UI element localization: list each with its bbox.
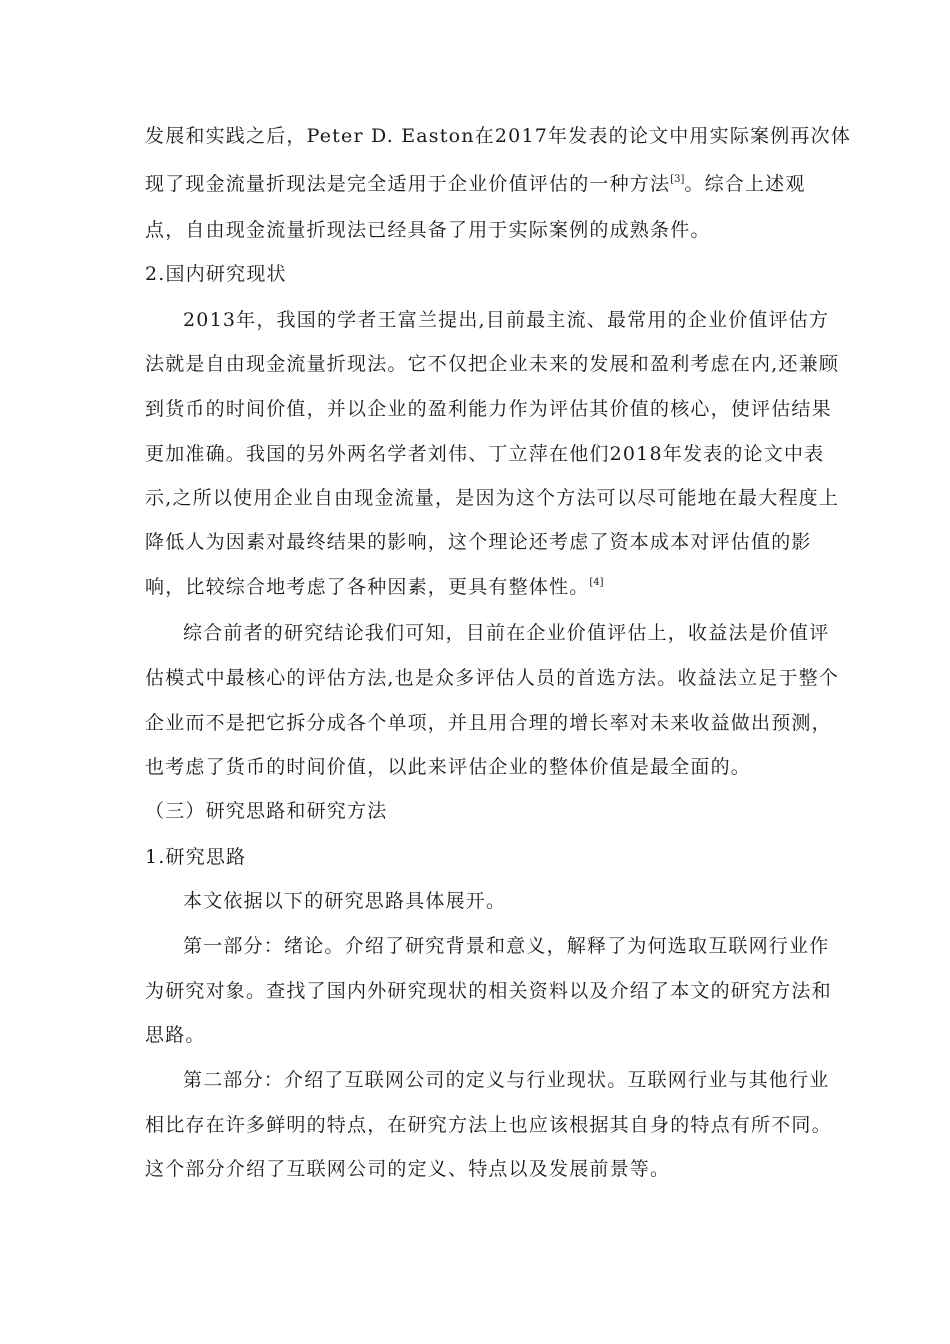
line-text: 第二部分：介绍了互联网公司的定义与行业现状。互联网行业与其他行业 — [183, 1069, 830, 1091]
text-line — [145, 666, 839, 690]
line-text: 相比存在许多鲜明的特点，在研究方法上也应该根据其自身的特点有所不同。 — [145, 1114, 832, 1136]
line-text: 也考虑了货币的时间价值，以此来评估企业的整体价值是最全面的。 — [145, 756, 752, 778]
citation-superscript: [3] — [670, 174, 685, 185]
text-line — [145, 442, 824, 466]
line-text: 这个部分介绍了互联网公司的定义、特点以及发展前景等。 — [145, 1158, 671, 1180]
text-line — [145, 530, 812, 554]
line-text: 法就是自由现金流量折现法。它不仅把企业未来的发展和盈利考虑在内,还兼顾 — [145, 353, 840, 375]
line-text: 降低人为因素对最终结果的影响，这个理论还考虑了资本成本对评估值的影 — [145, 531, 812, 553]
line-text-tail: 。综合上述观 — [684, 173, 806, 195]
text-line — [183, 1068, 829, 1092]
text-line — [183, 889, 506, 913]
text-line — [145, 218, 711, 242]
text-line — [145, 799, 387, 823]
line-text: 2013年，我国的学者王富兰提出,目前最主流、最常用的企业价值评估方 — [183, 309, 830, 331]
line-text: 2.国内研究现状 — [145, 263, 287, 285]
line-text: 综合前者的研究结论我们可知，目前在企业价值评估上，收益法是价值评 — [183, 622, 830, 644]
line-text: （三）研究思路和研究方法 — [145, 800, 388, 822]
text-line — [145, 1157, 670, 1181]
citation-superscript: [4] — [589, 577, 604, 588]
text-line — [145, 755, 751, 779]
text-line — [145, 575, 604, 599]
line-text: 点，自由现金流量折现法已经具备了用于实际案例的成熟条件。 — [145, 219, 711, 241]
text-line — [145, 124, 851, 148]
text-line — [145, 486, 839, 510]
line-text: 为研究对象。查找了国内外研究现状的相关资料以及介绍了本文的研究方法和 — [145, 980, 832, 1002]
line-text: 估模式中最核心的评估方法,也是众多评估人员的首选方法。收益法立足于整个 — [145, 667, 840, 689]
text-line — [145, 1023, 206, 1047]
line-text: 更加准确。我国的另外两名学者刘伟、丁立萍在他们2018年发表的论文中表 — [145, 443, 825, 465]
line-text: 1.研究思路 — [145, 846, 247, 868]
text-line — [145, 979, 832, 1003]
text-line — [145, 262, 287, 286]
line-text: 企业而不是把它拆分成各个单项，并且用合理的增长率对未来收益做出预测， — [145, 712, 832, 734]
line-text: 发展和实践之后，Peter D. Easton在2017年发表的论文中用实际案例再次体 — [145, 125, 852, 147]
text-line — [145, 845, 246, 869]
line-text: 到货币的时间价值，并以企业的盈利能力作为评估其价值的核心，使评估结果 — [145, 398, 832, 420]
text-line — [183, 621, 829, 645]
text-line — [145, 711, 832, 735]
text-line — [145, 397, 832, 421]
line-text: 响，比较综合地考虑了各种因素，更具有整体性。 — [145, 576, 590, 598]
line-text: 思路。 — [145, 1024, 206, 1046]
text-line — [145, 352, 839, 376]
text-line — [145, 1113, 832, 1137]
text-line — [183, 934, 829, 958]
line-text: 第一部分：绪论。介绍了研究背景和意义，解释了为何选取互联网行业作 — [183, 935, 830, 957]
line-text: 本文依据以下的研究思路具体展开。 — [183, 890, 507, 912]
line-text: 示,之所以使用企业自由现金流量，是因为这个方法可以尽可能地在最大程度上 — [145, 487, 840, 509]
text-line — [183, 308, 829, 332]
line-text: 现了现金流量折现法是完全适用于企业价值评估的一种方法 — [145, 173, 671, 195]
text-line — [145, 172, 806, 196]
